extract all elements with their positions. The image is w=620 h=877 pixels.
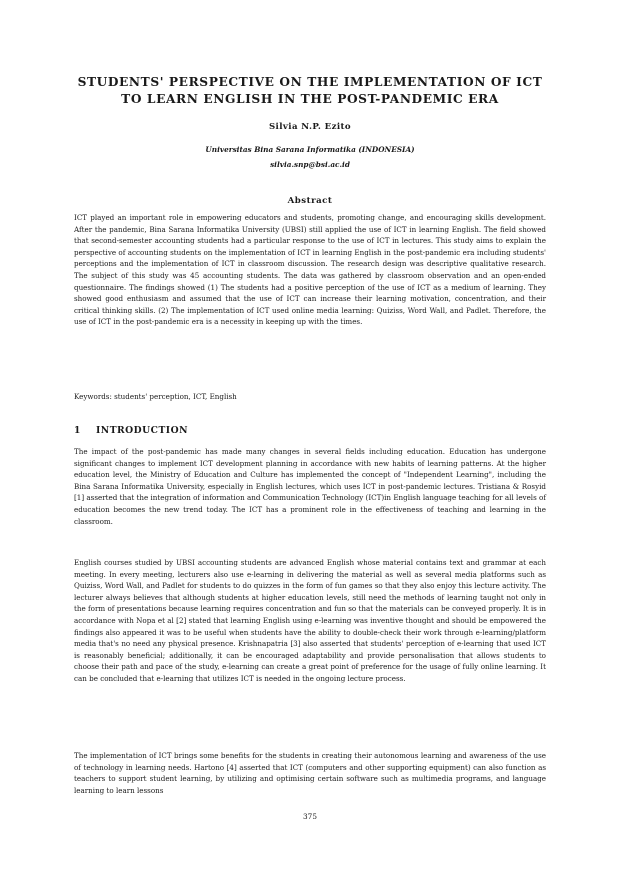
intro-paragraph-1: The impact of the post-pandemic has made many changes in several fields including education. Education has undergone significant changes to implement ICT development planning in accordance with new habits of learning patterns. At the higher education level, the Ministry of Education and Culture has implemented the concept of "Independent Learning", including the Bina Sarana Informatika University, especially in English lectures, which uses ICT in post-pandemic lectures. Tristiana & Rosyid [1] asserted that the integration of information and Communication Technology (ICT)in English language teaching for all levels of education becomes the new trend today. The ICT has a prominent role in the effectiveness of teaching and learning in the classroom. bbox=[74, 447, 546, 526]
section-title: INTRODUCTION bbox=[96, 425, 188, 436]
section-heading-introduction bbox=[74, 425, 546, 436]
title-line-1: STUDENTS' PERSPECTIVE ON THE IMPLEMENTATION OF ICT bbox=[77, 75, 543, 89]
intro-paragraph-3: The implementation of ICT brings some benefits for the students in creating their autonomous learning and awareness of the use of technology in learning needs. Hartono [4] asserted that ICT (computers and other supporting equipment) can also function as teachers to support student learning, by utilizing and optimising certain software such as multimedia programs, and language learning to learn lessons bbox=[74, 751, 546, 795]
paper-title bbox=[60, 74, 560, 108]
author-email: silvia.snp@bsi.ac.id bbox=[270, 160, 350, 169]
intro-paragraph-2: English courses studied by UBSI accounting students are advanced English whose material contains text and grammar at each meeting. In every meeting, lecturers also use e-learning in delivering the material as well as several media platforms such as Quiziss, Word Wall, and Padlet for students to do quizzes in the form of fun games so that they also enjoy this lecture activity. The lecturer always believes that although students at higher education levels, still need the methods of learning taught not only in the form of presentations because learning requires concentration and fun so that the materials can be conveyed properly. It is in accordance with Nopa et al [2] stated that learning English using e-learning was inventive thought and should be empowered the findings also appeared it was to be useful when students have the ability to double-check their work through e-learning/platform media that's no need any physical presence. Krishnapatria [3] also asserted that students' perception of e-learning that used ICT is reasonably beneficial; additionally, it can be encouraged adaptability and provide personalisation that allows students to choose their path and pace of the study, e-learning can create a great point of preference for the usage of fully online learning. It can be concluded that e-learning that utilizes ICT is needed in the ongoing lecture process. bbox=[74, 558, 546, 683]
abstract-heading: Abstract bbox=[287, 196, 333, 206]
page-number: 375 bbox=[303, 812, 317, 821]
author-affiliation: Universitas Bina Sarana Informatika (INDONESIA) bbox=[205, 145, 415, 154]
title-line-2: TO LEARN ENGLISH IN THE POST-PANDEMIC ERA bbox=[121, 92, 499, 106]
keywords: Keywords: students' perception, ICT, English bbox=[74, 392, 237, 401]
author-name: Silvia N.P. Ezito bbox=[268, 122, 352, 132]
section-number: 1 bbox=[74, 425, 81, 436]
abstract-text: ICT played an important role in empowering educators and students, promoting change, and encouraging skills development. After the pandemic, Bina Sarana Informatika University (UBSI) still applied the use of ICT in learning English. The field showed that second-semester accounting students had a particular response to the use of ICT in lectures. This study aims to explain the perspective of accounting students on the implementation of ICT in learning English in the post-pandemic era including students' perceptions and the implementation of ICT in classroom discussion. The research design was descriptive qualitative research. The subject of this study was 45 accounting students. The data was gathered by classroom observation and an open-ended questionnaire. The findings showed (1) The students had a positive perception of the use of ICT as a medium of learning. They showed good enthusiasm and assumed that the use of ICT can increase their learning motivation, concentration, and their critical thinking skills. (2) The implementation of ICT used online media learning: Quiziss, Word Wall, and Padlet. Therefore, the use of ICT in the post-pandemic era is a necessity in keeping up with the times. bbox=[74, 213, 546, 327]
